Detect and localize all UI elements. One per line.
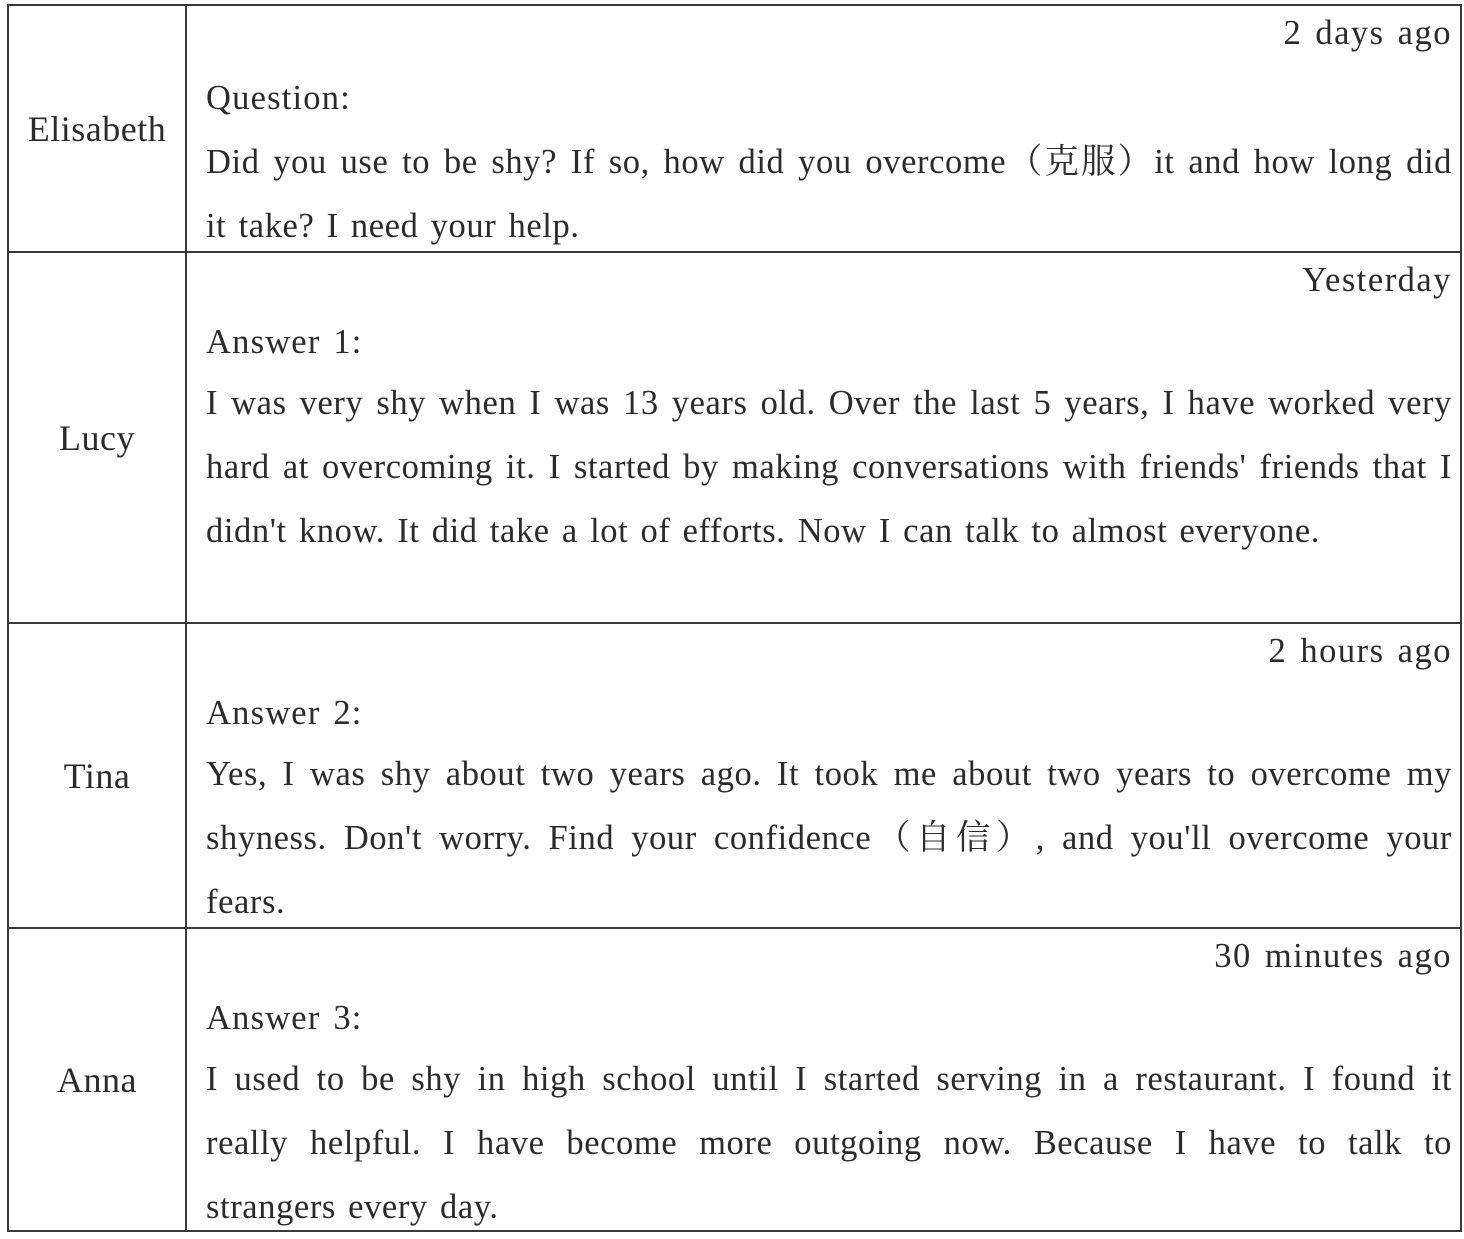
author-name: Tina (9, 624, 187, 927)
post-label: Answer 2: (206, 694, 363, 732)
author-name: Elisabeth (9, 6, 187, 251)
post-timestamp: 2 hours ago (1268, 632, 1452, 670)
post-label: Answer 1: (206, 323, 363, 361)
forum-table (7, 4, 1462, 1232)
post-content (187, 624, 1460, 927)
post-timestamp: 2 days ago (1283, 14, 1452, 52)
post-body: I used to be shy in high school until I started serving in a restaurant. I found it really helpful. I have become more outgoing now. Because I have to talk to strangers every day. (206, 1060, 1452, 1226)
post-timestamp: 30 minutes ago (1214, 937, 1452, 975)
post-row-answer-1 (9, 253, 1460, 624)
author-name: Anna (9, 929, 187, 1230)
author-name: Lucy (9, 253, 187, 622)
post-body: Did you use to be shy? If so, how did you overcome（克服）it and how long did it take? I need your help. (206, 143, 1452, 245)
post-content (187, 929, 1460, 1230)
post-row-question (9, 6, 1460, 253)
post-label: Answer 3: (206, 999, 363, 1037)
post-body: I was very shy when I was 13 years old. Over the last 5 years, I have worked very hard at overcoming it. I started by making conversations with friends' friends that I didn't know. It did take a lot of efforts. Now I can talk to almost everyone. (206, 384, 1452, 550)
post-label: Question: (206, 79, 351, 117)
post-row-answer-3 (9, 929, 1460, 1230)
post-content (187, 6, 1460, 251)
post-row-answer-2 (9, 624, 1460, 929)
post-content (187, 253, 1460, 622)
post-timestamp: Yesterday (1302, 261, 1452, 299)
post-body: Yes, I was shy about two years ago. It took me about two years to overcome my shyness. Don't worry. Find your confidence（自信）, and you'll overcome your fears. (206, 755, 1452, 921)
